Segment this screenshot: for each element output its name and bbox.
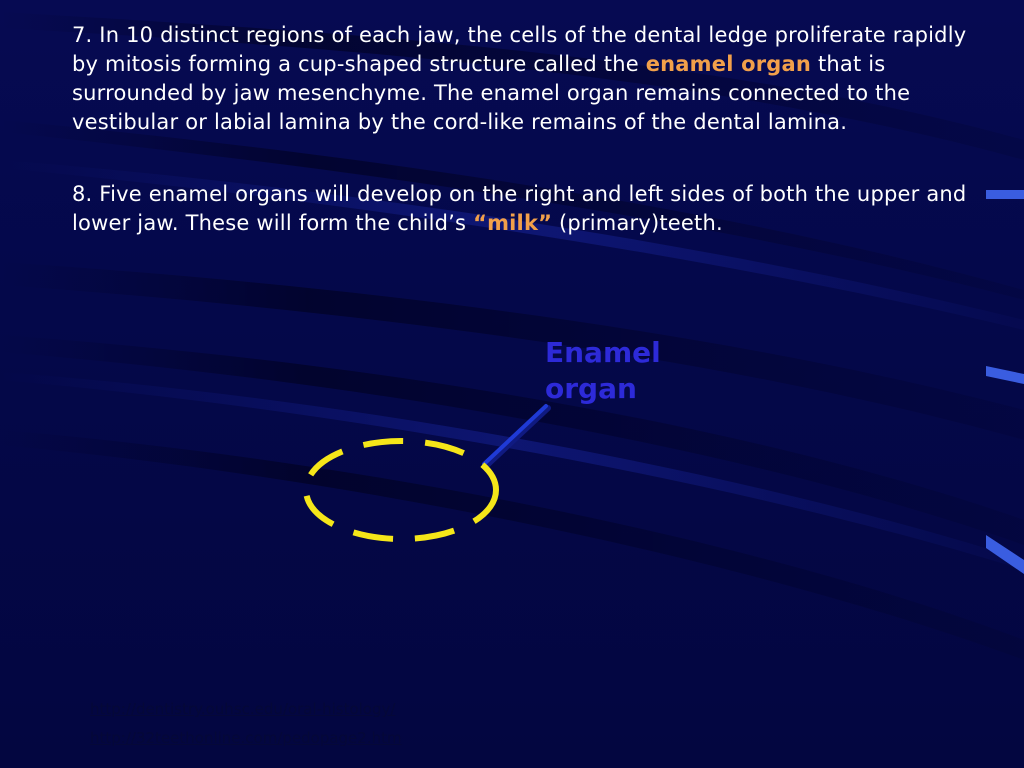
reference-link-1[interactable]: http://dentistry.ouhsc.edu/oral-histology/ — [90, 700, 396, 718]
milk-emphasis: “milk” — [473, 211, 553, 235]
paragraph-8-text-cont: (primary)teeth. — [552, 211, 723, 235]
callout-leader-line — [484, 406, 546, 464]
callout-label-line-1: Enamel — [545, 336, 661, 369]
reference-link-2[interactable]: http://32teethonline.com/pedopage2.htm — [90, 729, 402, 747]
paragraph-7-text: 7. In 10 distinct regions of each jaw, the cells of the dental ledge proliferate rapidly by mitosis forming a cup-shaped structure called the — [72, 23, 967, 76]
callout-leader-shadow — [486, 408, 548, 466]
paragraph-7-text-cont: that is surrounded by jaw mesenchyme. The enamel organ remains connected to the vestibular or labial lamina by the cord-like remains of the dental lamina. — [72, 52, 911, 134]
callout-label-line-2: organ — [545, 372, 637, 405]
enamel-organ-emphasis: enamel organ — [645, 52, 812, 76]
paragraph-8-text: 8. Five enamel organs will develop on the right and left sides of both the upper and lower jaw. These will form the child’s — [72, 182, 967, 235]
enamel-organ-dashed-ellipse — [306, 441, 496, 539]
